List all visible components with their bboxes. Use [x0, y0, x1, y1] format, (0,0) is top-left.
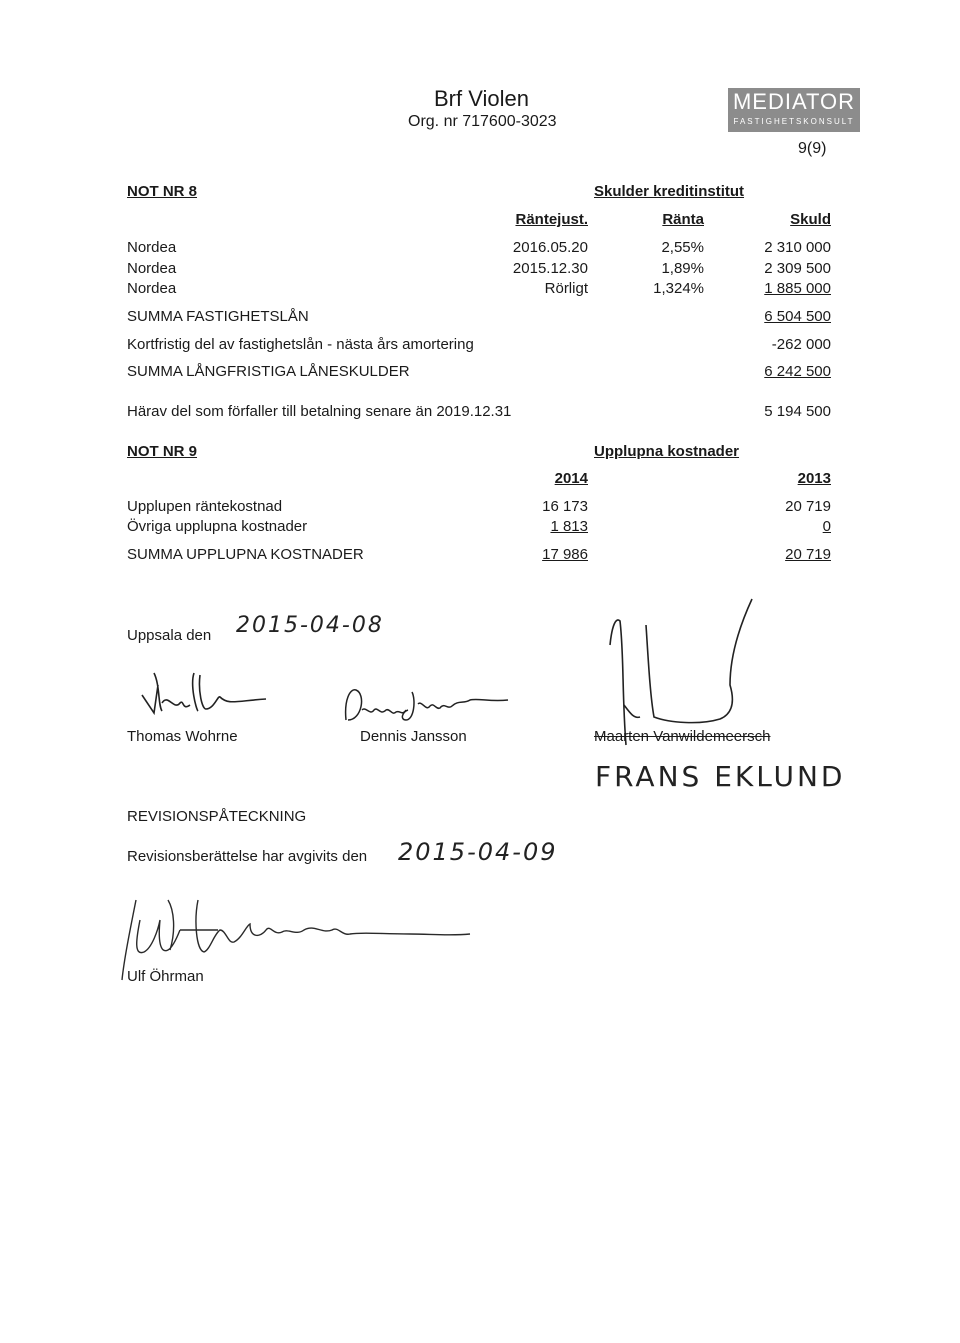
- lender-name: Nordea: [127, 239, 177, 256]
- revision-given-label: Revisionsberättelse har avgivits den: [127, 848, 368, 865]
- note8-section-title: Skulder kreditinstitut: [594, 183, 745, 200]
- rantejust-value: Rörligt: [544, 280, 588, 297]
- kortfristig-label: Kortfristig del av fastighetslån - nästa års amortering: [127, 336, 474, 353]
- cost-label: Upplupen räntekostnad: [127, 498, 283, 515]
- summa-fastighetslan-value: 6 504 500: [764, 308, 831, 325]
- rantejust-value: 2016.05.20: [512, 239, 588, 256]
- summa-fastighetslan-label: SUMMA FASTIGHETSLÅN: [127, 308, 309, 325]
- summa-upplupna-label: SUMMA UPPLUPNA KOSTNADER: [127, 546, 364, 563]
- handwritten-signer-name: FRANS EKLUND: [595, 760, 846, 793]
- skuld-value: 2 310 000: [764, 239, 831, 256]
- harav-value: 5 194 500: [764, 403, 831, 420]
- cost-2014: 1 813: [550, 518, 588, 535]
- page-number: 9(9): [798, 140, 827, 157]
- struck-signer-name: Maarten Vanwildemeersch: [594, 728, 771, 745]
- ranta-value: 1,89%: [661, 260, 704, 277]
- skuld-value: 2 309 500: [764, 260, 831, 277]
- cost-label: Övriga upplupna kostnader: [127, 518, 308, 535]
- revision-handwritten-date: 2015-04-09: [398, 838, 558, 866]
- lender-name: Nordea: [127, 260, 177, 277]
- signature-dennis-jansson: [340, 680, 510, 728]
- col-header-rantejust: Räntejust.: [515, 211, 588, 228]
- harav-label: Härav del som förfaller till betalning senare än 2019.12.31: [127, 403, 512, 420]
- signature-thomas-wohrne: [140, 665, 270, 720]
- auditor-name: Ulf Öhrman: [127, 968, 204, 985]
- kortfristig-value: -262 000: [771, 336, 831, 353]
- note8-title: NOT NR 8: [127, 183, 198, 200]
- note9-section-title: Upplupna kostnader: [594, 443, 740, 460]
- col-header-skuld: Skuld: [790, 211, 831, 228]
- summa-langfristiga-value: 6 242 500: [764, 363, 831, 380]
- lender-name: Nordea: [127, 280, 177, 297]
- rantejust-value: 2015.12.30: [512, 260, 588, 277]
- cost-2014: 16 173: [542, 498, 588, 515]
- skuld-value: 1 885 000: [764, 280, 831, 297]
- ranta-value: 2,55%: [661, 239, 704, 256]
- signer-name-2: Dennis Jansson: [360, 728, 467, 745]
- summa-upplupna-2014: 17 986: [542, 546, 588, 563]
- org-number: Org. nr 717600-3023: [408, 113, 557, 130]
- logo-sub-text: FASTIGHETSKONSULT: [733, 117, 855, 126]
- signer-name-1: Thomas Wohrne: [127, 728, 238, 745]
- ranta-value: 1,324%: [653, 280, 704, 297]
- logo-main-text: MEDIATOR: [732, 89, 856, 114]
- summa-upplupna-2013: 20 719: [785, 546, 831, 563]
- handwritten-signing-date: 2015-04-08: [236, 613, 384, 638]
- mediator-logo: [728, 88, 860, 132]
- cost-2013: 0: [822, 518, 831, 535]
- col-header-2014: 2014: [554, 470, 588, 487]
- place-date-label: Uppsala den: [127, 627, 212, 644]
- revision-heading: REVISIONSPÅTECKNING: [127, 808, 307, 825]
- cost-2013: 20 719: [785, 498, 831, 515]
- col-header-ranta: Ränta: [662, 211, 704, 228]
- note9-title: NOT NR 9: [127, 443, 198, 460]
- col-header-2013: 2013: [797, 470, 831, 487]
- summa-langfristiga-label: SUMMA LÅNGFRISTIGA LÅNESKULDER: [127, 363, 410, 380]
- document-title: Brf Violen: [434, 86, 529, 111]
